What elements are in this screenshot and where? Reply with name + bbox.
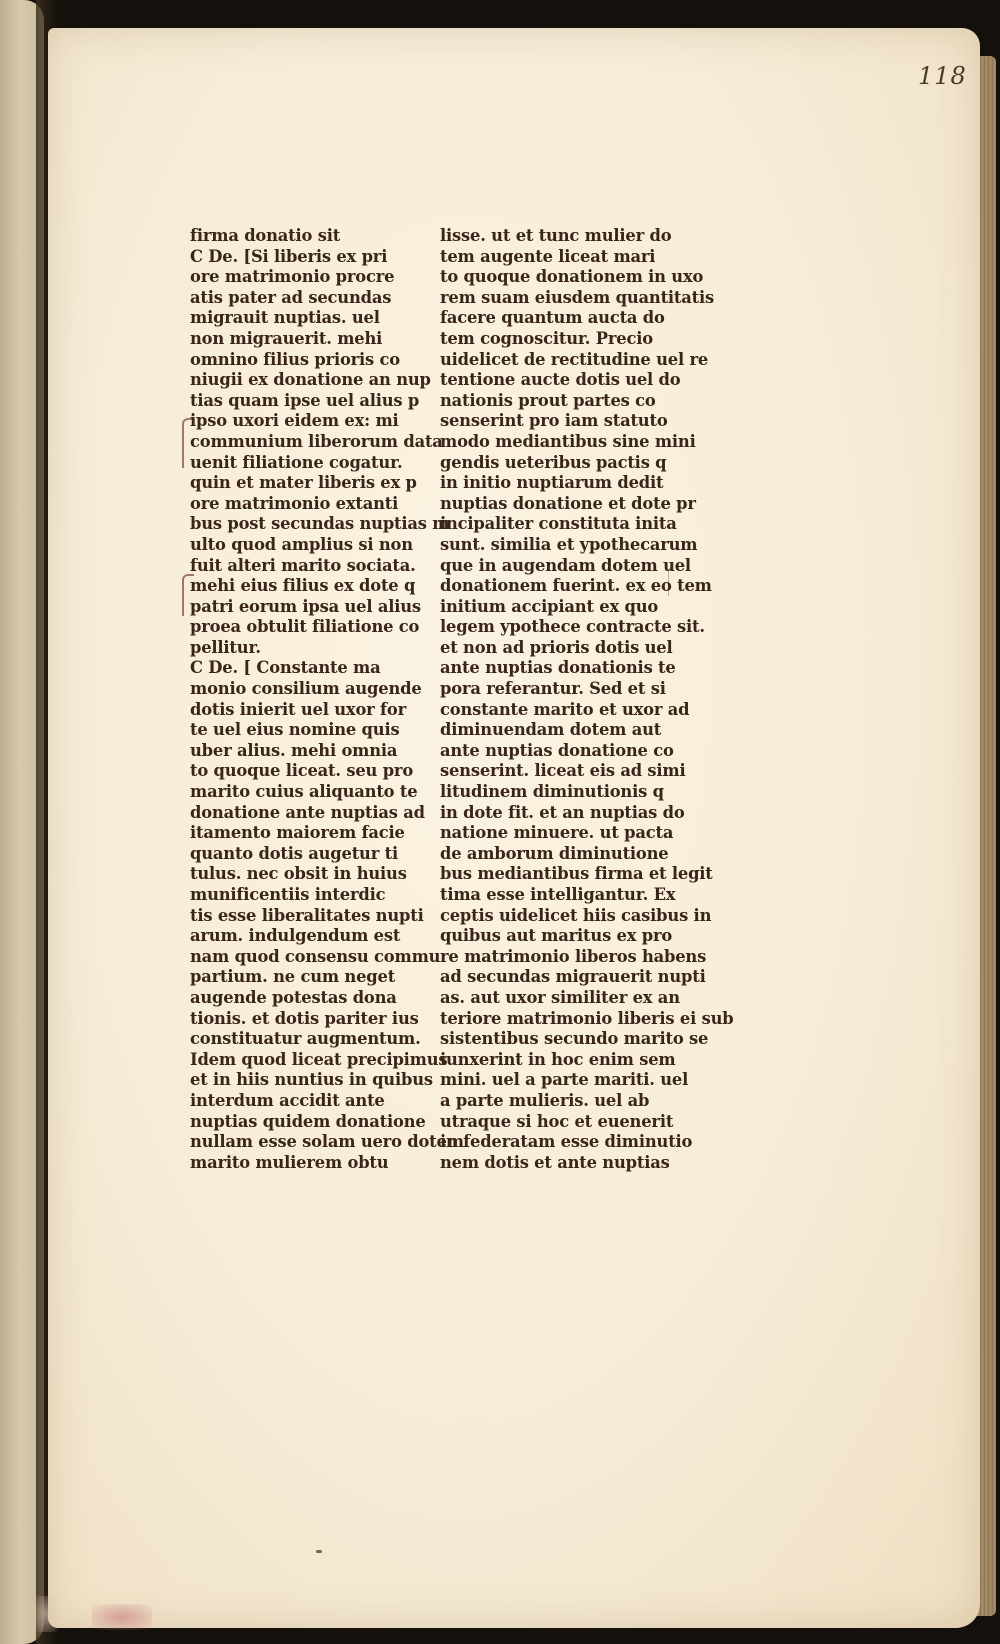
text-line: pora referantur. Sed et si — [440, 679, 666, 700]
text-line: omnino filius prioris co — [190, 349, 400, 370]
text-line: patri eorum ipsa uel alius — [190, 596, 421, 617]
folio-number: 118 — [918, 62, 967, 90]
text-line: tem augente liceat mari — [440, 246, 656, 267]
text-line: uber alius. mehi omnia — [190, 740, 398, 761]
text-line: nullam esse solam uero dotem — [190, 1132, 464, 1153]
text-line: modo mediantibus sine mini — [440, 431, 696, 452]
text-line: uidelicet de rectitudine uel re — [440, 349, 709, 370]
text-line: atis pater ad secundas — [190, 287, 392, 308]
text-line: diminuendam dotem aut — [440, 720, 662, 741]
text-line: augende potestas dona — [190, 987, 397, 1008]
text-line: monio consilium augende — [190, 679, 422, 700]
text-line: te uel eius nomine quis — [190, 720, 400, 741]
text-line: quibus aut maritus ex pro — [440, 926, 673, 947]
text-line: non migrauerit. mehi — [190, 328, 383, 349]
text-line: nuptias donatione et dote pr — [440, 493, 696, 514]
text-line: mehi eius filius ex dote q — [190, 576, 416, 597]
text-line: ulto quod amplius si non — [190, 534, 413, 555]
text-line: sunt. similia et ypothecarum — [440, 534, 698, 555]
text-line: proea obtulit filiatione co — [190, 617, 420, 638]
text-line: to quoque liceat. seu pro — [190, 761, 414, 782]
text-line: nem dotis et ante nuptias — [440, 1152, 670, 1173]
text-line: dotis inierit uel uxor for — [190, 699, 406, 720]
text-line: tis esse liberalitates nupti — [190, 905, 424, 926]
text-line: pellitur. — [190, 637, 261, 658]
text-line: to quoque donationem in uxo — [440, 267, 704, 288]
text-line: utraque si hoc et euenerit — [440, 1111, 674, 1132]
text-line: litudinem diminutionis q — [440, 782, 664, 803]
text-line: re matrimonio liberos habens — [440, 946, 707, 967]
text-line: tem cognoscitur. Precio — [440, 328, 653, 349]
text-line: marito mulierem obtu — [190, 1152, 389, 1173]
text-line: ad secundas migrauerit nupti — [440, 967, 706, 988]
text-line: nationis prout partes co — [440, 390, 656, 411]
text-line: ante nuptias donationis te — [440, 658, 676, 679]
text-line: ipso uxori eidem ex: mi — [190, 411, 399, 432]
text-line: bus mediantibus firma et legit — [440, 864, 713, 885]
text-line: quanto dotis augetur ti — [190, 843, 398, 864]
left-text-column — [190, 226, 464, 1173]
text-line: munificentiis interdic — [190, 885, 386, 905]
text-line: initium accipiant ex quo — [440, 596, 659, 617]
text-line: gendis ueteribus pactis q — [440, 452, 667, 473]
text-line: ceptis uidelicet hiis casibus in — [440, 905, 712, 926]
text-line: ante nuptias donatione co — [440, 740, 674, 761]
text-line: arum. indulgendum est — [190, 926, 401, 947]
text-line: a parte mulieris. uel ab — [440, 1090, 650, 1111]
text-line: in initio nuptiarum dedit — [440, 473, 664, 494]
text-line: donationem fuerint. ex eo tem — [440, 576, 712, 597]
text-line: itamento maiorem facie — [190, 823, 405, 844]
text-line: bus post secundas nuptias m — [190, 514, 450, 535]
margin-dot — [316, 1550, 322, 1553]
text-line: donatione ante nuptias ad — [190, 802, 425, 823]
text-line: migrauit nuptias. uel — [190, 308, 380, 329]
text-line: natione minuere. ut pacta — [440, 823, 674, 844]
text-line: ore matrimonio procre — [190, 267, 395, 288]
text-line: legem ypothece contracte sit. — [440, 617, 705, 638]
text-line: Idem quod liceat precipimus — [190, 1049, 448, 1070]
text-line: de amborum diminutione — [440, 843, 669, 864]
text-line: fuit alteri marito sociata. — [190, 555, 416, 576]
text-line: quin et mater liberis ex p — [190, 473, 417, 494]
text-line: tulus. nec obsit in huius — [190, 864, 407, 885]
text-line: tionis. et dotis pariter ius — [190, 1008, 419, 1029]
text-line: teriore matrimonio liberis ei sub — [440, 1008, 734, 1029]
text-line: constante marito et uxor ad — [440, 699, 690, 720]
text-line: nam quod consensu commu — [190, 946, 441, 967]
text-line: firma donatio sit — [190, 226, 341, 246]
text-line: lisse. ut et tunc mulier do — [440, 226, 672, 246]
text-line: mini. uel a parte mariti. uel — [440, 1070, 689, 1091]
stain-mark — [34, 1596, 58, 1632]
text-line: rem suam eiusdem quantitatis — [440, 287, 715, 308]
text-line: niugii ex donatione an nup — [190, 370, 431, 391]
text-line: C De. [ Constante ma — [190, 658, 381, 679]
text-line: facere quantum aucta do — [440, 308, 665, 329]
text-line: et non ad prioris dotis uel — [440, 637, 673, 658]
text-line: incipaliter constituta inita — [440, 514, 677, 535]
text-line: senserint pro iam statuto — [440, 411, 668, 432]
text-line: tentione aucte dotis uel do — [440, 370, 681, 391]
text-line: as. aut uxor similiter ex an — [440, 987, 680, 1008]
text-line: partium. ne cum neget — [190, 967, 396, 988]
text-line: interdum accidit ante — [190, 1090, 385, 1111]
text-line: ore matrimonio extanti — [190, 493, 399, 514]
right-text-column — [440, 226, 734, 1173]
text-line: in dote fit. et an nuptias do — [440, 802, 685, 823]
text-line: constituatur augmentum. — [190, 1029, 421, 1050]
text-line: nuptias quidem donatione — [190, 1111, 426, 1132]
text-line: senserint. liceat eis ad simi — [440, 761, 686, 782]
text-line: tima esse intelligantur. Ex — [440, 885, 676, 905]
text-line: iunxerint in hoc enim sem — [440, 1049, 676, 1070]
text-line: uenit filiatione cogatur. — [190, 452, 403, 473]
text-line: que in augendam dotem uel — [440, 555, 691, 576]
text-line: et in hiis nuntius in quibus — [190, 1070, 433, 1091]
text-line: tias quam ipse uel alius p — [190, 390, 420, 411]
text-line: in federatam esse diminutio — [440, 1132, 693, 1153]
stain-mark — [92, 1604, 152, 1630]
text-line: marito cuius aliquanto te — [190, 782, 418, 803]
text-line: communium liberorum data — [190, 431, 443, 452]
text-line: C De. [Si liberis ex pri — [190, 246, 388, 267]
text-line: sistentibus secundo marito se — [440, 1029, 709, 1050]
